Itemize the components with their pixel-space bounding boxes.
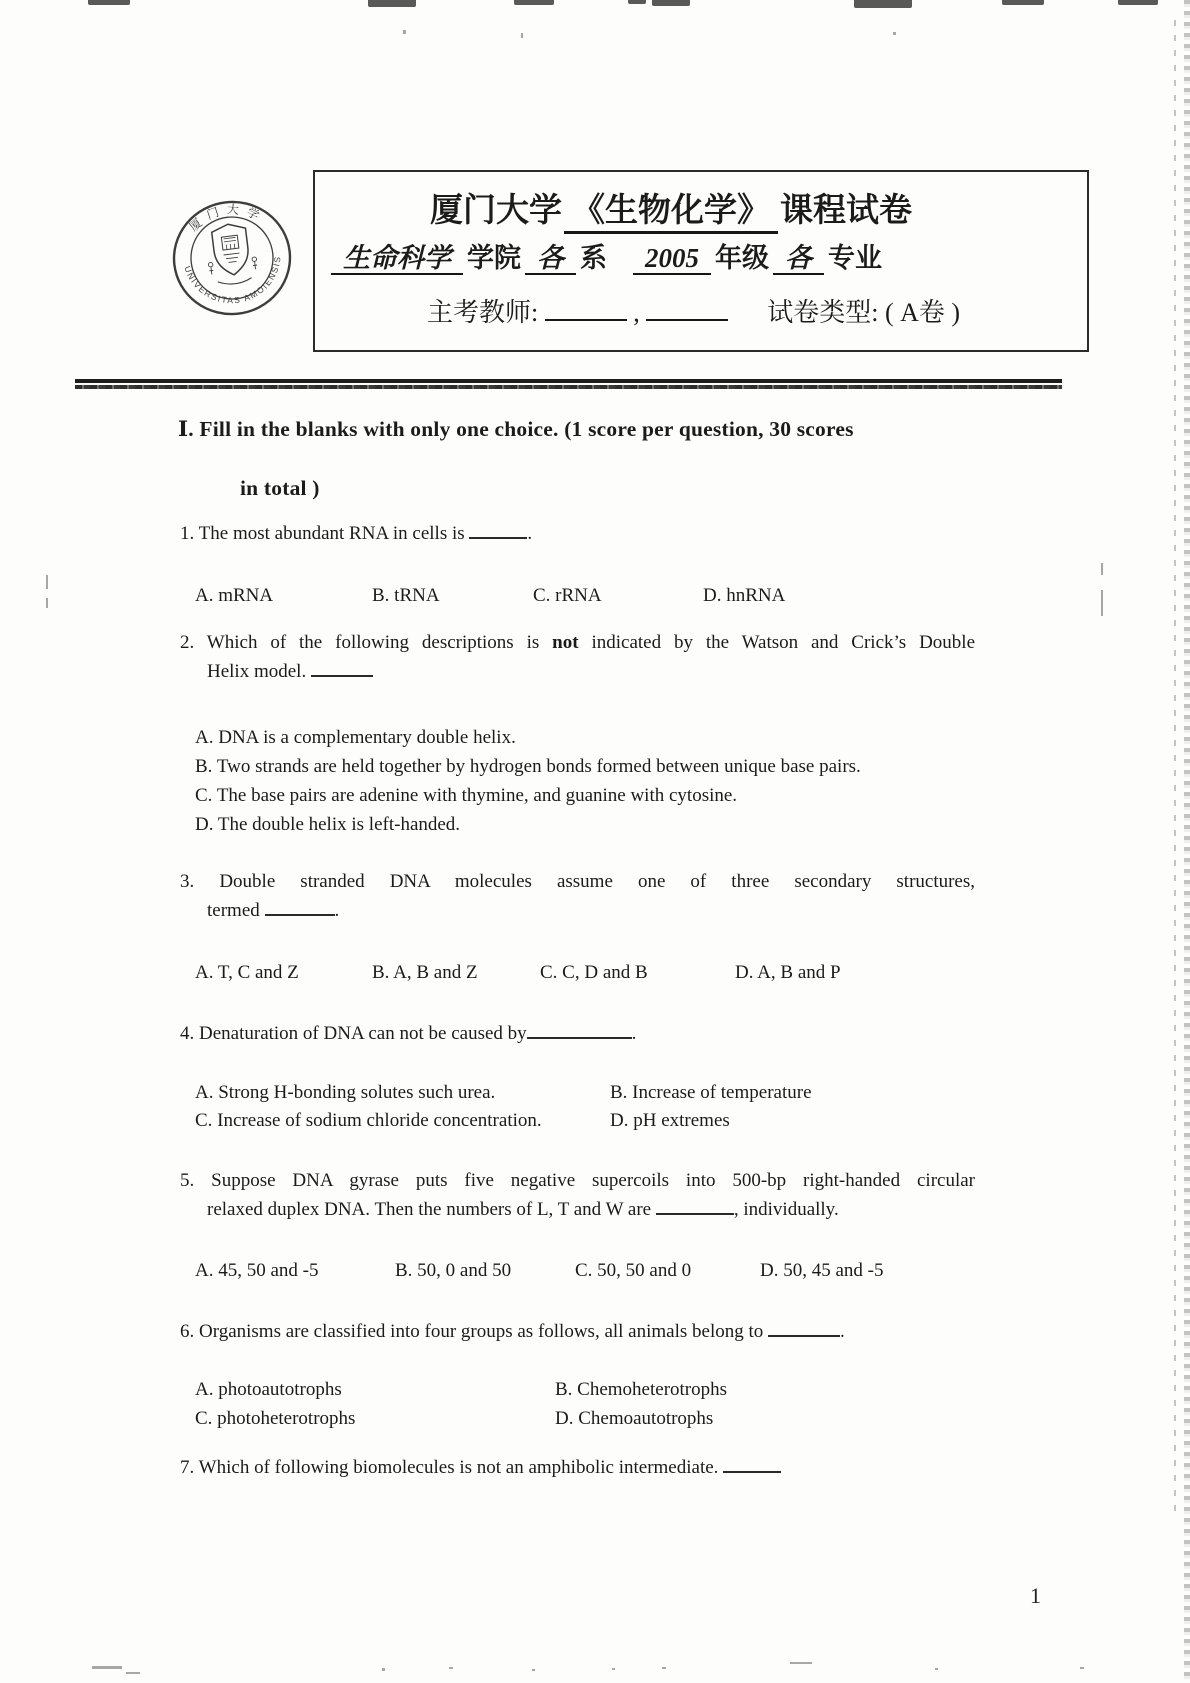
- question-5-number: 5.: [180, 1170, 195, 1191]
- page-number: 1: [1030, 1583, 1041, 1608]
- question-5-option-b: B. 50, 0 and 50: [395, 1260, 512, 1281]
- question-4-text: Denaturation of DNA can not be caused by: [199, 1023, 527, 1044]
- question-2-option-a: A. DNA is a complementary double helix.: [195, 727, 516, 748]
- question-5-text: Suppose DNA gyrase puts five negative supercoils into 500-bp right-handed circular: [211, 1170, 975, 1191]
- department-value: 各: [525, 243, 576, 275]
- question-4-option-d: D. pH extremes: [610, 1110, 730, 1131]
- question-2-text-c: Helix model.: [207, 661, 307, 682]
- scan-edge-texture: [1184, 0, 1190, 1683]
- question-1-options: [195, 583, 1115, 608]
- paper-type-label: 试卷类型:: [767, 298, 879, 327]
- question-1-text: The most abundant RNA in cells is: [198, 523, 465, 544]
- question-1: [180, 521, 532, 546]
- scan-artifact: [1101, 563, 1103, 575]
- seal-latin-text: UNIVERSITAS AMOIENSIS: [182, 254, 283, 306]
- question-2-option-d: D. The double helix is left-handed.: [195, 814, 461, 835]
- question-1-option-b: B. tRNA: [372, 585, 440, 606]
- question-3-options: [195, 960, 1115, 985]
- question-7-answer-blank: [723, 1456, 781, 1473]
- scan-artifact: [382, 1668, 385, 1671]
- question-6-period: .: [840, 1321, 845, 1342]
- question-5-option-d: D. 50, 45 and -5: [760, 1260, 884, 1281]
- question-5-option-c: C. 50, 50 and 0: [575, 1260, 692, 1281]
- teacher-label: 主考教师:: [427, 298, 539, 327]
- year-label: 年级: [715, 243, 769, 273]
- question-3-option-c: C. C, D and B: [540, 962, 648, 983]
- scan-artifact: [935, 1668, 938, 1670]
- question-5-line-1: [180, 1168, 975, 1193]
- exam-header-form-line: [331, 236, 886, 275]
- question-6-option-a: A. photoautotrophs: [195, 1379, 342, 1400]
- question-7-number: 7.: [180, 1457, 195, 1478]
- question-2-option-b: B. Two strands are held together by hydrogen bonds formed between unique base pairs.: [195, 756, 861, 777]
- question-2-line-1: [180, 630, 975, 655]
- teacher-name-blank-2: [646, 297, 728, 321]
- scan-artifact: [449, 1667, 453, 1669]
- exam-title: [315, 184, 1087, 234]
- question-3-option-b: B. A, B and Z: [372, 962, 478, 983]
- question-6-answer-blank: [768, 1320, 840, 1337]
- scan-artifact: [662, 1667, 666, 1669]
- question-1-option-c: C. rRNA: [533, 585, 602, 606]
- question-3-line-1: [180, 869, 975, 894]
- question-2-text-b: indicated by the Watson and Crick’s Double: [591, 632, 976, 653]
- question-1-option-d: D. hnRNA: [703, 585, 786, 606]
- question-5-option-a: A. 45, 50 and -5: [195, 1260, 319, 1281]
- question-6-options-row-2: [195, 1406, 1115, 1431]
- scan-artifact: [521, 33, 523, 38]
- comma: ,: [633, 298, 640, 327]
- department-label: 系: [580, 243, 607, 273]
- question-4-number: 4.: [180, 1023, 195, 1044]
- scan-artifact: [790, 1662, 812, 1664]
- question-3-line-2: [207, 898, 339, 923]
- question-4: [180, 1021, 636, 1046]
- question-6: [180, 1319, 845, 1344]
- question-6-option-b: B. Chemoheterotrophs: [555, 1379, 728, 1400]
- question-2-number: 2.: [180, 632, 195, 653]
- section-1-heading-line-2: in total ): [240, 476, 320, 500]
- exam-title-university: 厦门大学: [430, 193, 562, 229]
- scan-artifact: [403, 30, 406, 34]
- scan-artifact: [652, 0, 690, 6]
- question-4-period: .: [631, 1023, 637, 1044]
- question-4-option-c: C. Increase of sodium chloride concentration.: [195, 1110, 542, 1131]
- scan-artifact: [612, 1668, 615, 1670]
- question-6-options-row-1: [195, 1377, 1115, 1402]
- question-1-option-a: A. mRNA: [195, 585, 274, 606]
- question-7-text: Which of following biomolecules is not an amphibolic intermediate.: [198, 1457, 719, 1478]
- divider-line-bottom: [75, 385, 1062, 389]
- university-seal-svg: [166, 192, 298, 324]
- question-7: [180, 1455, 781, 1480]
- college-label: 学院: [467, 243, 521, 273]
- question-3-option-d: D. A, B and P: [735, 962, 841, 983]
- exam-title-course: 《生物化学》: [564, 184, 778, 234]
- section-1-heading-line-1: Ⅰ. Fill in the blanks with only one choice. (1 score per question, 30 scores: [178, 417, 854, 441]
- question-5-options: [195, 1258, 1135, 1283]
- question-2-line-2: [207, 659, 373, 684]
- scan-artifact: [88, 0, 130, 5]
- scan-artifact: [532, 1669, 535, 1671]
- question-2-options: [195, 725, 861, 841]
- question-5-answer-blank: [656, 1198, 734, 1215]
- question-6-option-d: D. Chemoautotrophs: [555, 1408, 714, 1429]
- scan-artifact: [46, 575, 48, 589]
- seal-cjk-text: 厦门大学: [186, 202, 268, 235]
- exam-header-teacher-line: [427, 292, 960, 329]
- year-value: 2005: [633, 243, 711, 275]
- header-divider-rule: [75, 379, 1062, 390]
- question-3-number: 3.: [180, 871, 195, 892]
- scan-artifact: [1002, 0, 1044, 5]
- question-4-option-b: B. Increase of temperature: [610, 1082, 812, 1103]
- question-3-text-b: termed: [207, 900, 260, 921]
- exam-title-suffix: 课程试卷: [780, 193, 912, 229]
- major-value: 各: [773, 243, 824, 275]
- scan-artifact: [92, 1666, 122, 1669]
- question-3-text: Double stranded DNA molecules assume one of three secondary structures,: [219, 871, 976, 892]
- question-6-number: 6.: [180, 1321, 195, 1342]
- question-2-text-a: Which of the following descriptions is: [206, 632, 540, 653]
- scan-artifact: [628, 0, 646, 4]
- question-4-answer-blank: [527, 1022, 632, 1039]
- question-2-answer-blank: [311, 660, 373, 677]
- teacher-name-blank: [545, 297, 627, 321]
- question-6-text: Organisms are classified into four groups as follows, all animals belong to: [199, 1321, 764, 1342]
- exam-header-box: [313, 170, 1089, 352]
- scan-edge-line: [1174, 20, 1176, 1520]
- question-5-line-2: [207, 1197, 839, 1222]
- college-value: 生命科学: [331, 243, 463, 275]
- question-5-tail: , individually.: [733, 1199, 839, 1220]
- question-1-answer-blank: [469, 522, 527, 539]
- question-5-text-b: relaxed duplex DNA. Then the numbers of L, T and W are: [207, 1199, 652, 1220]
- question-4-options-row-2: [195, 1108, 1115, 1133]
- scan-artifact: [514, 0, 554, 5]
- question-1-period: .: [527, 523, 533, 544]
- question-3-period: .: [334, 900, 340, 921]
- divider-line-top: [75, 379, 1062, 383]
- question-2-text-not: not: [552, 632, 579, 653]
- question-3-option-a: A. T, C and Z: [195, 962, 299, 983]
- paper-type-value: ( A卷 ): [884, 298, 961, 327]
- scan-artifact: [368, 0, 416, 7]
- question-4-options-row-1: [195, 1080, 1115, 1105]
- question-3-answer-blank: [265, 899, 335, 916]
- scan-artifact: [893, 32, 896, 35]
- university-seal-image: [166, 192, 298, 324]
- scan-artifact: [854, 0, 912, 8]
- question-6-option-c: C. photoheterotrophs: [195, 1408, 356, 1429]
- scan-artifact: [1080, 1667, 1084, 1669]
- major-label: 专业: [828, 243, 882, 273]
- question-1-number: 1.: [180, 523, 195, 544]
- scan-artifact: [1118, 0, 1158, 5]
- question-2-option-c: C. The base pairs are adenine with thymine, and guanine with cytosine.: [195, 785, 738, 806]
- question-4-option-a: A. Strong H-bonding solutes such urea.: [195, 1082, 496, 1103]
- scan-artifact: [126, 1672, 140, 1674]
- scan-artifact: [46, 598, 48, 608]
